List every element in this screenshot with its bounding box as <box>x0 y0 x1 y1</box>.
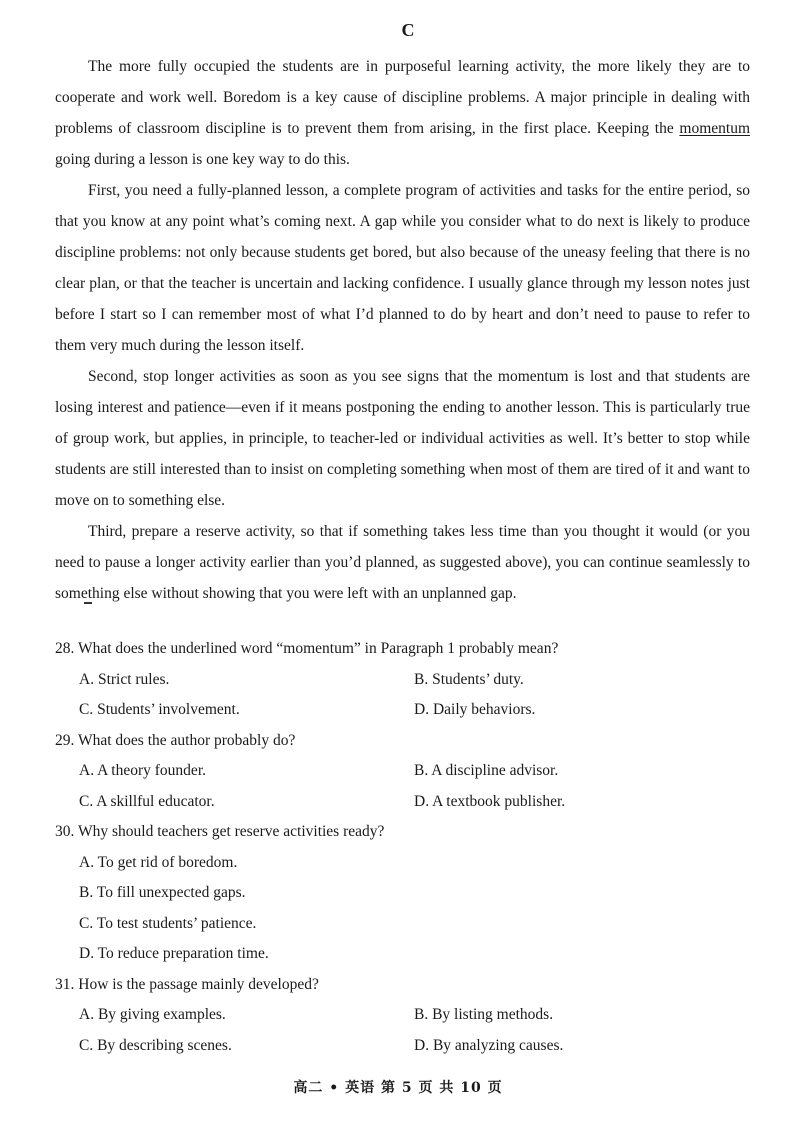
option-row <box>55 1000 755 1031</box>
option-b[interactable]: B. By listing methods. <box>414 1006 554 1023</box>
page-footer: 高二 • 英语 第 5 页 共 10 页 <box>293 1080 503 1096</box>
stray-print-mark <box>84 602 92 604</box>
question-list <box>55 634 755 1061</box>
option-row <box>55 756 755 787</box>
paragraph-4: Third, prepare a reserve activity, so that if something takes less time than you thought it would (or you need to pause a longer activity earlier than you’d planned, as suggested above), you can continue seamlessly to something else without showing that you were left with an unplanned gap. <box>55 523 750 602</box>
option-row <box>55 695 755 726</box>
paragraph-3: Second, stop longer activities as soon as you see signs that the momentum is lost and that students are losing interest and patience—even if it means postponing the ending to another lesson. This is particularly true of group work, but applies, in principle, to teacher-led or individual activities as well. It’s better to stop while students are still interested than to insist on completing something when most of them are tired of it and want to move on to something else. <box>55 368 750 509</box>
paragraph-1-text-start: The more fully occupied the students are in purposeful learning activity, the more likely they are to cooperate and work well. Boredom is a key cause of discipline problems. A major principle in dealing with problems of classroom discipline is to prevent them from arising, in the first place. Keeping the <box>55 58 750 137</box>
question-31 <box>55 970 755 1062</box>
question-stem: 30. Why should teachers get reserve activities ready? <box>55 823 385 840</box>
section-heading: C <box>401 20 415 40</box>
option-row <box>55 665 755 696</box>
option-b[interactable]: B. Students’ duty. <box>414 670 524 688</box>
option-row <box>55 848 755 879</box>
option-c[interactable]: C. A skillful educator. <box>79 792 215 810</box>
question-stem: 31. How is the passage mainly developed? <box>55 975 319 993</box>
question-29 <box>55 726 755 818</box>
option-row <box>55 909 755 940</box>
option-a[interactable]: A. By giving examples. <box>79 1006 226 1023</box>
option-a[interactable]: A. A theory founder. <box>79 762 206 779</box>
paragraph-2: First, you need a fully-planned lesson, a complete program of activities and tasks for the entire period, so that you know at any point what’s coming next. A gap while you consider what to do next is likely to produce discipline problems: not only because students get bored, but also because of the uneasy feeling that there is no clear plan, or that the teacher is uncertain and lacking confidence. I usually glance through my lesson notes just before I start so I can remember most of what I’d planned to do by heart and don’t need to pause to refer to them very much during the lesson itself. <box>55 182 750 354</box>
option-row <box>55 787 755 818</box>
option-b[interactable]: B. To fill unexpected gaps. <box>79 884 246 901</box>
option-b[interactable]: B. A discipline advisor. <box>414 762 559 779</box>
option-c[interactable]: C. To test students’ patience. <box>79 914 257 932</box>
underlined-word: momentum <box>679 120 750 137</box>
question-stem: 28. What does the underlined word “momentum” in Paragraph 1 probably mean? <box>55 640 559 657</box>
option-a[interactable]: A. Strict rules. <box>79 670 170 688</box>
question-stem: 29. What does the author probably do? <box>55 731 296 749</box>
paragraph-1-text-end: going during a lesson is one key way to do this. <box>55 151 350 168</box>
option-d[interactable]: D. By analyzing causes. <box>414 1036 564 1054</box>
option-a[interactable]: A. To get rid of boredom. <box>79 853 238 871</box>
option-row <box>55 878 755 909</box>
question-28 <box>55 634 755 726</box>
option-d[interactable]: D. Daily behaviors. <box>414 701 536 718</box>
option-d[interactable]: D. To reduce preparation time. <box>79 945 269 962</box>
option-row <box>55 1031 755 1062</box>
paragraph-1 <box>55 51 750 175</box>
option-d[interactable]: D. A textbook publisher. <box>414 792 566 810</box>
option-c[interactable]: C. Students’ involvement. <box>79 701 240 718</box>
question-30 <box>55 817 755 970</box>
option-row <box>55 939 755 970</box>
option-c[interactable]: C. By describing scenes. <box>79 1036 232 1054</box>
reading-passage <box>55 51 750 609</box>
